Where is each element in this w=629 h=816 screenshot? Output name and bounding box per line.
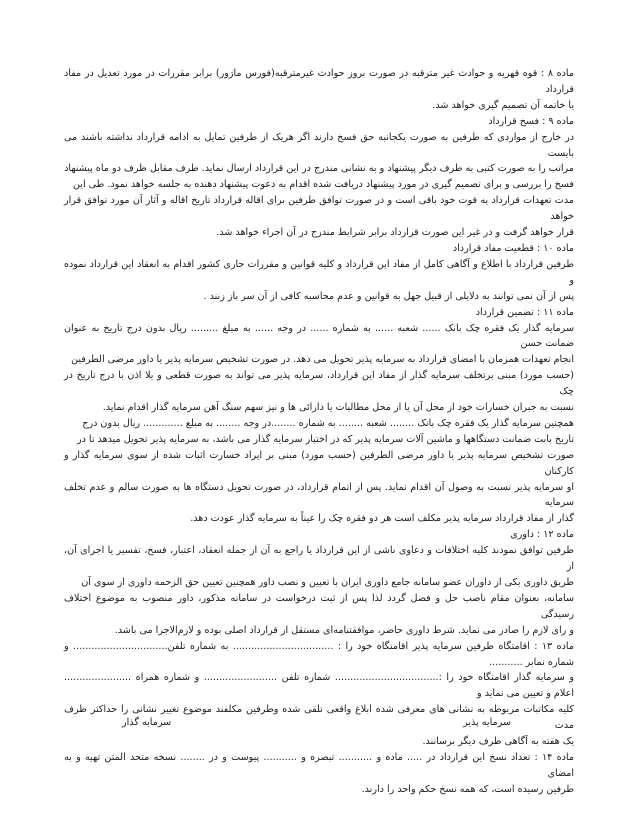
text-line: یک هفته به آگاهی طرف دیگر برسانند. (422, 736, 574, 748)
article-section (64, 750, 574, 798)
text-line: قرار خواهد گرفت و در غیر این صورت قرارداد برابر شرایط مندرج در آن اجراء خواهد شد. (216, 227, 574, 239)
text-line: طریق داوری یکی از داوران عضو سامانه جامع داوری ایران با تعیین و نصب داور همچنین تعیین حق الزحمه داوری از سوی آن (81, 577, 574, 588)
article-section (64, 241, 574, 305)
article-section (64, 66, 574, 114)
text-line: و رای لازم را صادر می نماید. شرط داوری حاضر، موافقتنامه‌ای مستقل از قرارداد اصلی بوده و لازم‌الاجرا می باشد. (114, 624, 574, 636)
contract-document (64, 66, 574, 798)
text-line: و سرمایه گذار اقامتگاه خود را :.................................. شماره تلفن ........................ و شماره همراه ...................... اعلام و تعیین می نماید و (64, 672, 574, 700)
text-line: صورت تشخیص سرمایه پذیر یا داور مرضی الطرفین (حسب مورد) مبنی بر ایراد خسارت اثبات شده از سوی سرمایه گذار و کارکنان (64, 449, 574, 477)
text-line: کلیه مکاتبات مربوطه به نشانی های معرفی شده ابلاغ واقعی تلقی شده وطرفین مکلفند موضوع تغییر نشانی را حداکثر ظرف مدت (64, 704, 574, 732)
article-heading: ماده ۹ : فسخ قرارداد (488, 115, 574, 127)
text-line: ماده ۸ : قوه قهریه و حوادث غیر مترقبه در صورت بروز حوادث غیرمترقبه(فورس ماژور) برابر مقررات در مورد تعدیل در مفاد قرارداد (64, 68, 574, 95)
article-heading: ماده ۱۱ : تضمین قرارداد (475, 306, 574, 318)
text-line: ماده ۱۴ : تعداد نسخ این قرارداد در ..... ماده و ........... تبصره و ........... پیوست و در ........ نسخه متحد المتن تهیه و به امضای (64, 751, 574, 779)
text-line: مراتب را به صورت کتبی به طرف دیگر پیشنهاد و به نشانی مندرج در این قرارداد ارسال نماید. طرف مقابل ظرف دو ماه پیشنهاد (64, 163, 574, 175)
text-line: مدت تعهدات قرارداد به قوت خود باقی است و در صورت توافق طرفین برای اقاله قرارداد تاریخ اقاله و آثار آن مورد توافق قرار خواهد (64, 195, 574, 223)
text-line: (حسب مورد) مبنی برتخلف سرمایه گذار از مفاد این قرارداد، سرمایه پذیر می تواند به صورت قطعی و بلا اذن با درج تاریخ در چک (64, 370, 574, 398)
text-line: طرفین رسیده است، که همه نسخ حکم واحد را دارند. (361, 783, 574, 795)
investor-signature-label: سرمایه گذار (122, 717, 172, 728)
article-section (64, 114, 574, 241)
text-line: سرمایه گذار یک فقره چک بانک ...... شعبه ...... به شماره ...... در وجه ...... به مبلغ ......... ریال بدون درج تاریخ به عنوان ضمانت حسن (64, 322, 574, 350)
article-section (64, 305, 574, 528)
text-line: او سرمایه پذیر نسبت به وصول آن اقدام نماید. پس از اتمام قرارداد، در صورت تحویل دستگاه ها به صورت سالم و عدم تخلف سرمایه (64, 481, 574, 509)
text-line: طرفین قرارداد با اطلاع و آگاهی کامل از مفاد این قرارداد و کلیه قوانین و مقررات جاری کشور اقدام به انعقاد این قرارداد نموده و (64, 258, 574, 286)
article-heading: ماده ۱۰ : قطعیت مفاد قرارداد (452, 242, 574, 254)
article-section (64, 527, 574, 638)
article-heading: ماده ۱۲ : داوری (510, 529, 574, 541)
text-line: طرفین توافق نمودند کلیه اختلافات و دعاوی ناشی از این قرارداد یا راجع به آن از جمله انعقاد، اعتبار، فسخ، تفسیر یا اجرای آن، از (64, 545, 574, 573)
text-line: در خارج از مواردی که طرفین به صورت یکجانبه حق فسخ دارند اگر هریک از طرفین تمایل به ادامه قرارداد نداشته باشند می بایست (64, 131, 574, 159)
text-line: سامانه، بعنوان مقام ناصب حل و فصل گردد لذا پس از ثبت درخواست در سامانه مذکور، داور منصوب به موضوع اختلاف رسیدگی (64, 592, 574, 620)
investee-signature-label: سرمایه پذیر (463, 717, 511, 728)
text-line: گذار از مفاد قرارداد سرمایه پذیر مکلف است هر دو فقره چک را عیناً به سرمایه گذار عودت دهد. (190, 513, 574, 525)
text-line: فسخ را بررسی و برای تصمیم گیری در مورد پیشنهاد دریافت شده اقدام به دعوت پیشنهاد دهنده به جلسه خواهد نمود. طی این (72, 179, 574, 191)
text-line: ماده ۱۳ : اقامتگاه طرفین سرمایه پذیر اقامتگاه خود را : ................................. به شماره تلفن............................... و شماره نمابر ........... (64, 640, 574, 668)
text-line: نسبت به جبران خسارات خود از محل آن یا از محل مطالبات یا دارائی ها و نیز سهم سنگ آهن سرمایه گذار اقدام نماید. (102, 402, 574, 414)
text-line: پس از آن نمی توانند به دلایلی از قبیل جهل به قوانین و عدم محاسبه کافی از آن سر باز زنند . (203, 290, 574, 302)
text-line: همچنین سرمایه گذار یک فقره چک بانک ........ شعبه ........ به شماره ........در وجه ........ به مبلغ ............. ریال بدون درج (82, 417, 574, 429)
text-line: تاریخ بابت ضمانت دستگاهها و ماشین آلات سرمایه پذیر که در اختیار سرمایه گذار می باشد، به سرمایه پذیر تحویل میدهد تا در (76, 433, 574, 445)
text-line: انجام تعهدات همزمان با امضای قرارداد به سرمایه پذیر تحویل می دهد. در صورت تشخیص سرمایه پذیر یا داور مرضی الطرفین (71, 354, 574, 366)
articles-list (64, 66, 574, 798)
text-line: یا خاتمه آن تصمیم گیری خواهد شد. (432, 99, 574, 111)
article-section (64, 639, 574, 750)
